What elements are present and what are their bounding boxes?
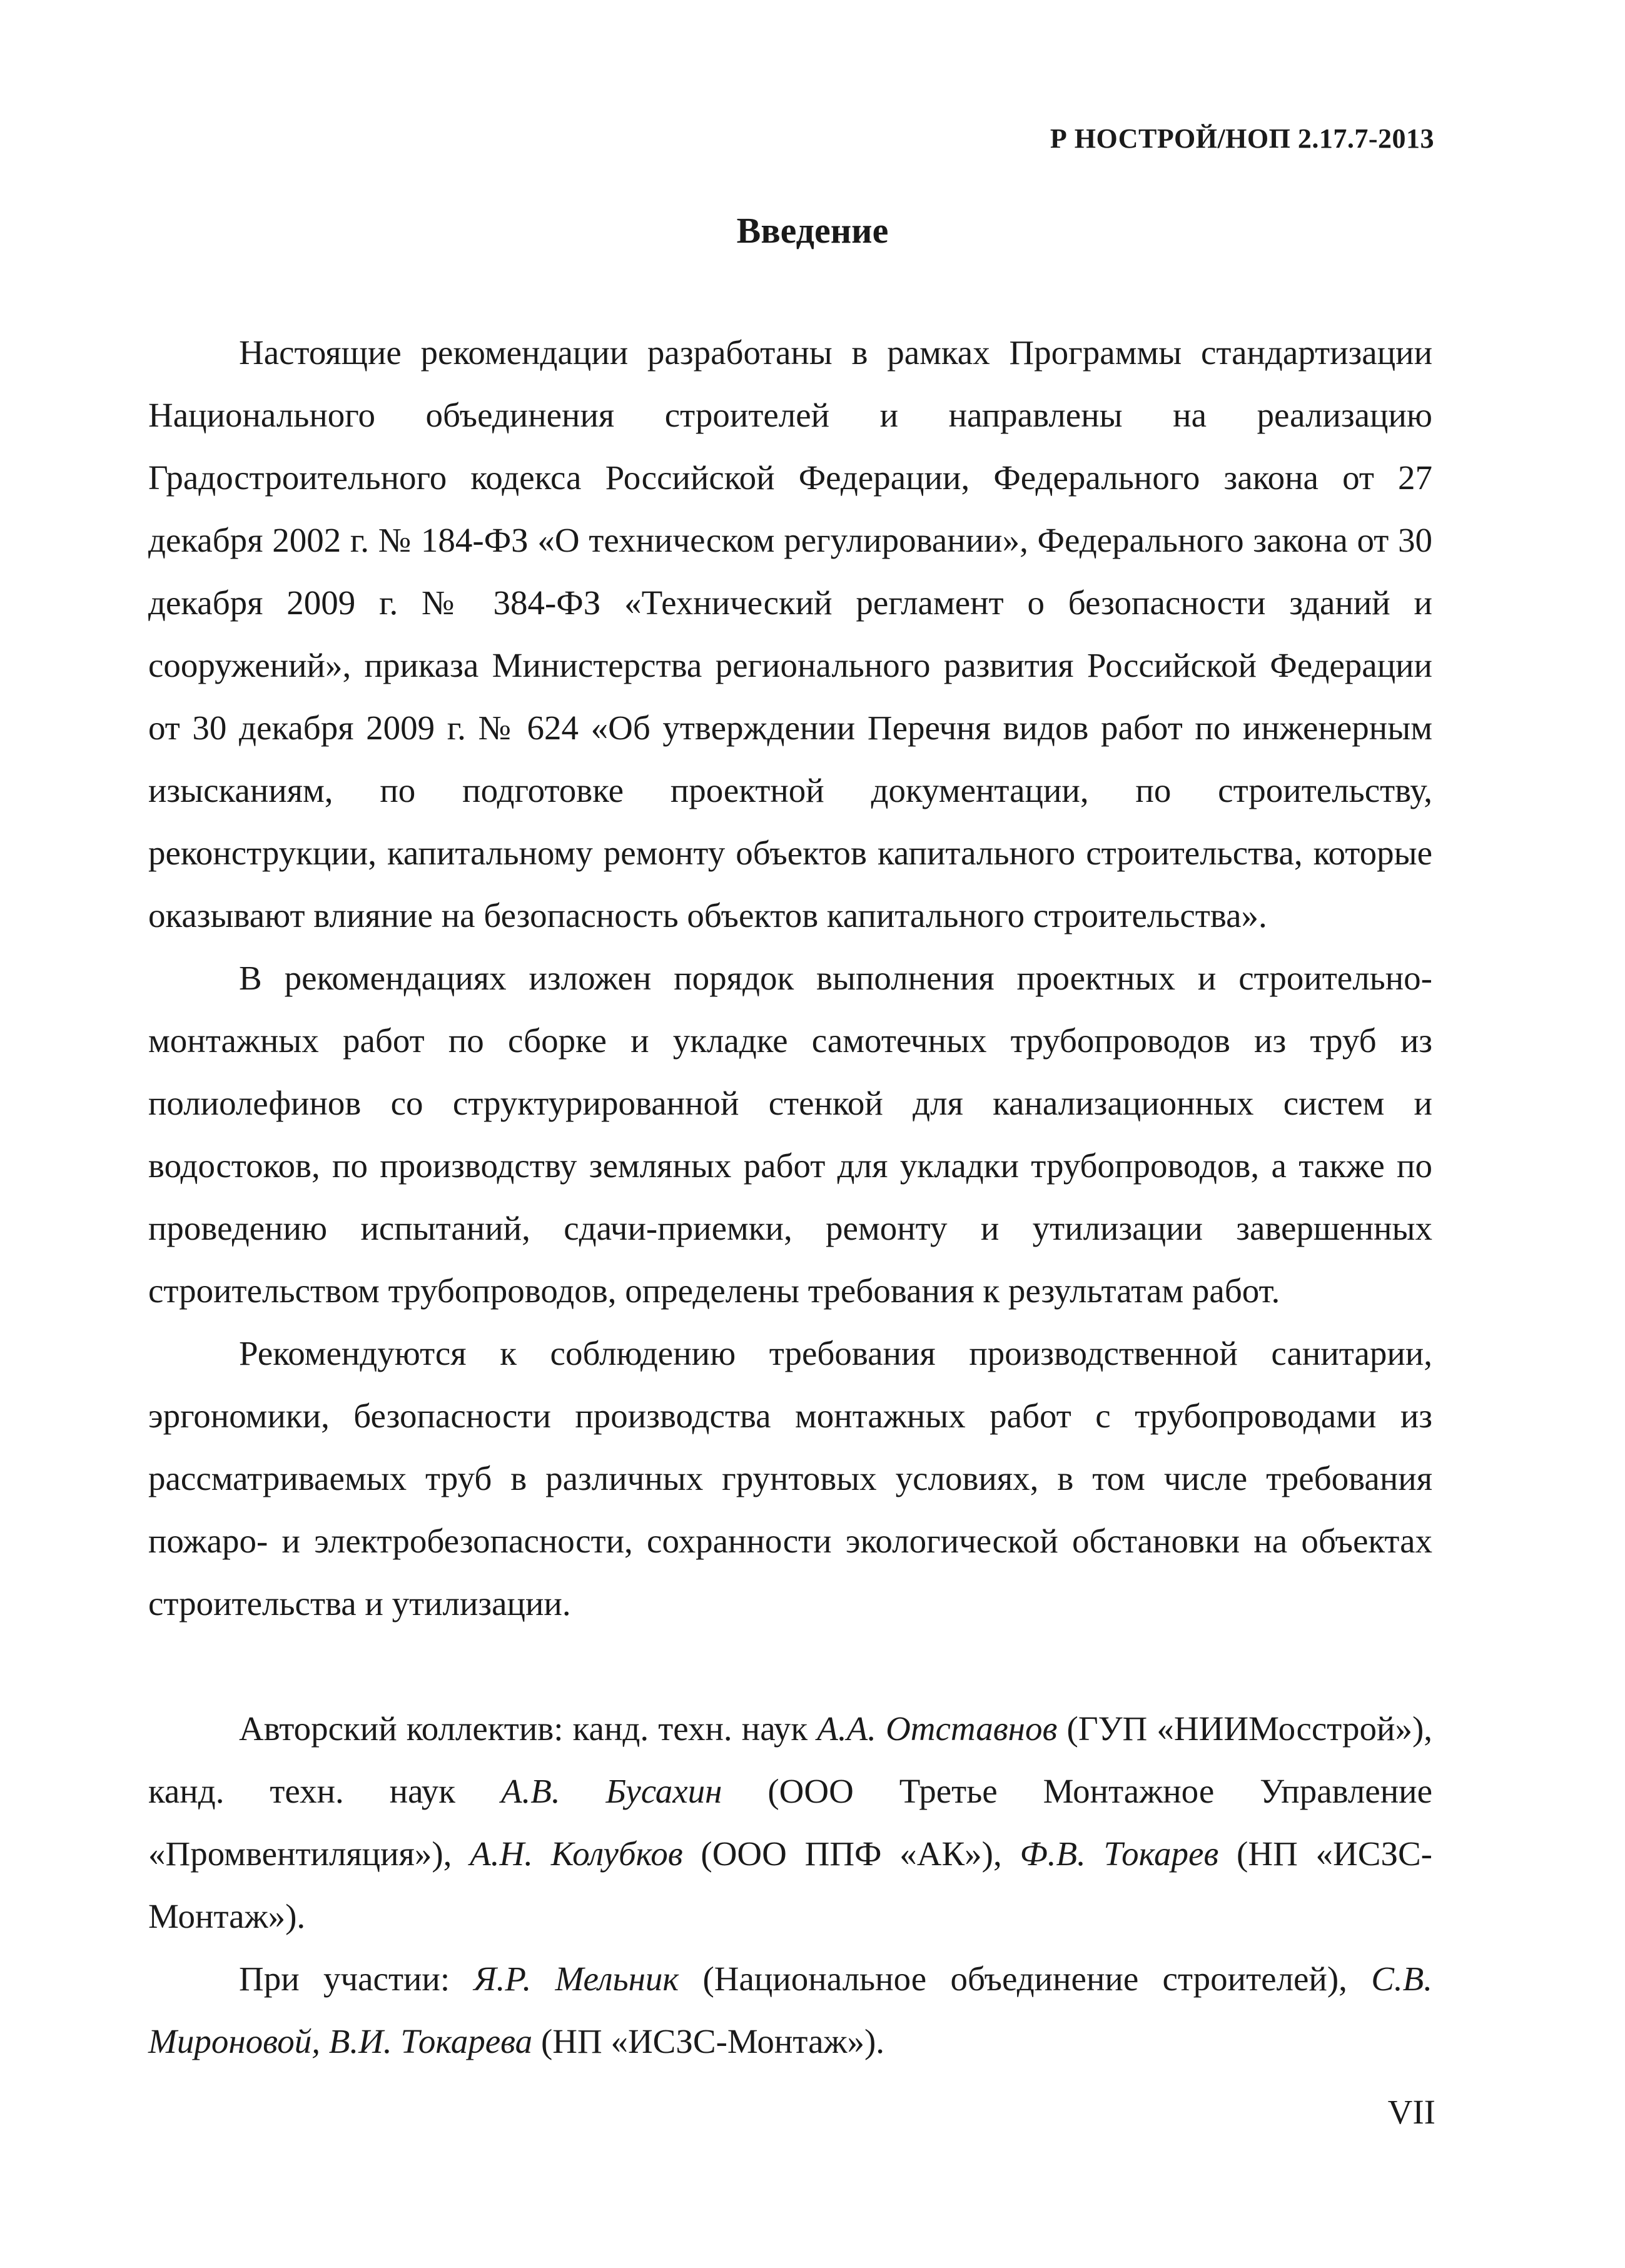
body-text — [148, 321, 1432, 2073]
paragraph-3: Рекомендуются к соблюдению требования производственной санитарии, эргономики, безопасности производства монтажных работ с трубопроводами из рассматриваемых труб в различных грунтовых условиях, в том числе требования пожаро- и электробезопасности, сохранности экологической обстановки на объектах строительства и утилизации. — [148, 1334, 1432, 1623]
author-name: А.Н. Колубков — [470, 1835, 683, 1873]
participant-name: Я.Р. Мельник — [473, 1960, 679, 1998]
participants-paragraph — [148, 1948, 1432, 2073]
author-org: (НП «ИСЗС-Монтаж»). — [148, 1835, 1433, 1935]
participant-name: С.В. Мироновой, В.И. Токарева — [148, 1960, 1433, 2060]
authors-paragraph — [148, 1698, 1432, 1948]
author-org: (ООО Третье Монтажное Управление «Промвентиляция»), — [148, 1772, 1433, 1873]
author-name: А.В. Бусахин — [500, 1772, 722, 1810]
authors-intro: Авторский коллектив: канд. техн. наук — [239, 1709, 818, 1748]
paragraph-1: Настоящие рекомендации разработаны в рамках Программы стандартизации Национального объединения строителей и направлены на реализацию Градостроительного кодекса Российской Федерации, Федерального закона от 27 декабря 2002 г. № 184-ФЗ «О техническом регулировании», Федерального закона от 30 декабря 2009 г. № 384-ФЗ «Технический регламент о безопасности зданий и сооружений», приказа Министерства регионального развития Российской Федерации от 30 декабря 2009 г. № 624 «Об утверждении Перечня видов работ по инженерным изысканиям, по подготовке проектной документации, по строительству, реконструкции, капитальному ремонту объектов капитального строительства, которые оказывают влияние на безопасность объектов капитального строительства». — [148, 333, 1432, 934]
author-name: А.А. Отставнов — [817, 1709, 1058, 1748]
author-name: Ф.В. Токарев — [1020, 1835, 1219, 1873]
paragraph-2: В рекомендациях изложен порядок выполнения проектных и строительно-монтажных работ по сборке и укладке самотечных трубопроводов из труб из полиолефинов со структурированной стенкой для канализационных систем и водостоков, по производству земляных работ для укладки трубопроводов, а также по проведению испытаний, сдачи-приемки, ремонту и утилизации завершенных строительством трубопроводов, определены требования к результатам работ. — [148, 959, 1432, 1310]
author-org: (ГУП «НИИМосстрой»), канд. техн. наук — [148, 1709, 1433, 1810]
page-number: VII — [1387, 2093, 1435, 2131]
page-title: Введение — [736, 210, 889, 251]
author-org: (ООО ППФ «АК»), — [682, 1835, 1020, 1873]
participants-intro: При участии: — [239, 1960, 474, 1998]
participant-org: (НП «ИСЗС-Монтаж»). — [532, 2022, 885, 2060]
document-code: Р НОСТРОЙ/НОП 2.17.7-2013 — [1050, 123, 1434, 154]
participant-org: (Национальное объединение строителей), — [679, 1960, 1372, 1998]
